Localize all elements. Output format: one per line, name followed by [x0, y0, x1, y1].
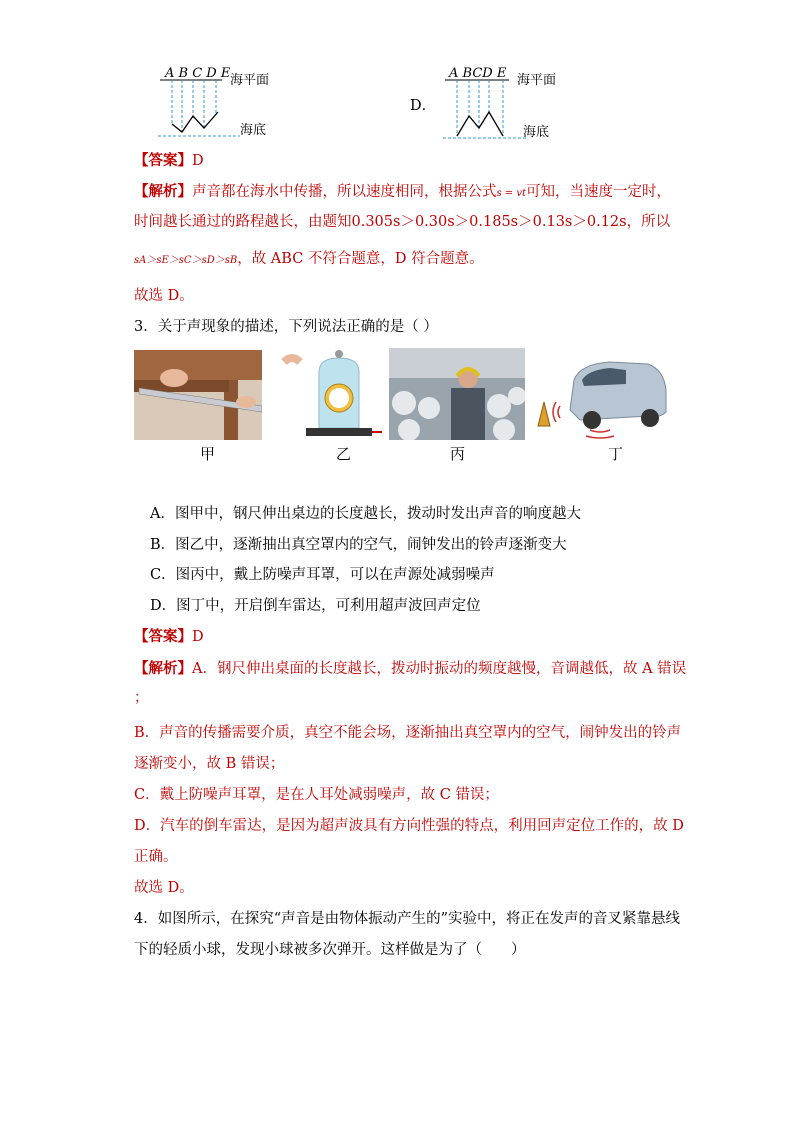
analysis-text: A．钢尺伸出桌面的长度越长，拨动时振动的频度越慢，音调越低，故 A 错误 [192, 661, 687, 677]
diagram-option-d [437, 62, 577, 144]
option-d-label: D． [410, 98, 437, 114]
analysis-tag: 【解析】 [134, 660, 192, 677]
sea-bottom-label: 海底 [240, 123, 267, 138]
sea-bottom-label: 海底 [523, 125, 550, 140]
sea-level-label: 海平面 [517, 73, 557, 88]
caption-jia: 甲 [200, 445, 216, 463]
q3-option-b: B．图乙中，逐渐抽出真空罩内的空气，闹钟发出的铃声逐渐变大 [150, 537, 567, 553]
q3-analysis-a-cont: ； [134, 690, 149, 706]
q4-stem-line-2: 下的轻质小球，发现小球被多次弹开。这样做是为了（ ） [134, 942, 526, 958]
q2-analysis-line-2: 时间越长通过的路程越长，由题知0.305s＞0.30s＞0.185s＞0.13s＞0.12s，所以 [134, 214, 671, 230]
q3-analysis-d-cont: 正确。 [134, 849, 178, 865]
formula: s = vt [496, 188, 527, 199]
image-bing-factory [389, 348, 525, 440]
sea-level-label: 海平面 [230, 73, 270, 88]
q3-option-d: D．图丁中，开启倒车雷达，可利用超声波回声定位 [150, 598, 481, 614]
diagram-option-c [150, 62, 290, 144]
q2-analysis-line-3 [134, 249, 484, 271]
q2-analysis-line-1 [134, 182, 671, 204]
q3-analysis-c: C．戴上防噪声耳罩，是在人耳处减弱噪声，故 C 错误； [134, 787, 499, 803]
analysis-text: 声音都在海水中传播，所以速度相同，根据公式 [192, 184, 497, 200]
caption-ding: 丁 [608, 445, 624, 463]
q3-answer [134, 627, 204, 647]
q3-analysis-a [134, 659, 686, 679]
q3-option-c: C．图丙中，戴上防噪声耳罩，可以在声源处减弱噪声 [150, 567, 495, 583]
answer-value: D [192, 629, 204, 645]
q3-analysis-b-cont: 逐渐变小，故 B 错误； [134, 756, 285, 772]
q3-conclusion: 故选 D。 [134, 880, 194, 896]
q3-analysis-d: D．汽车的倒车雷达，是因为超声波具有方向性强的特点，利用回声定位工作的，故 D [134, 818, 684, 834]
q3-option-a: A．图甲中，钢尺伸出桌边的长度越长，拨动时发出声音的响度越大 [150, 506, 581, 522]
image-jia-ruler [134, 350, 262, 440]
analysis-text: ，故 ABC 不符合题意，D 符合题意。 [237, 251, 484, 267]
q2-answer [134, 151, 204, 171]
q2-conclusion: 故选 D。 [134, 288, 194, 304]
caption-bing: 丙 [450, 445, 466, 463]
answer-value: D [192, 153, 204, 169]
image-ding-car [530, 350, 670, 440]
diagram-letters: A B C D E [165, 66, 231, 81]
analysis-tag: 【解析】 [134, 183, 192, 200]
diagram-letters: A BCD E [449, 66, 507, 81]
inequality: sA＞sE＞sC＞sD＞sB [134, 255, 238, 266]
caption-yi: 乙 [336, 445, 352, 463]
q3-stem: 3．关于声现象的描述，下列说法正确的是（ ） [134, 319, 438, 335]
q4-stem-line-1: 4．如图所示，在探究“声音是由物体振动产生的”实验中，将正在发声的音叉紧靠悬线 [134, 911, 681, 927]
analysis-text: 可知，当速度一定时， [526, 184, 672, 200]
q3-analysis-b: B．声音的传播需要介质，真空不能会场，逐渐抽出真空罩内的空气，闹钟发出的铃声 [134, 725, 682, 741]
answer-tag: 【答案】 [134, 152, 192, 169]
image-yi-bell-jar [264, 350, 384, 440]
answer-tag: 【答案】 [134, 628, 192, 645]
